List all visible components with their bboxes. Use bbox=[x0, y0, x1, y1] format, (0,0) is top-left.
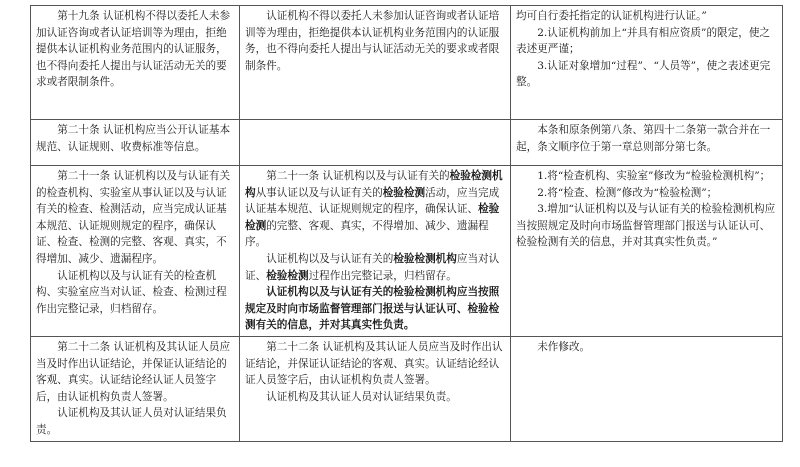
cell-paragraph: 第十九条 认证机构不得以委托人未参加认证咨询或者认证培训等为理由，拒绝提供本认证机构业务范围内的认证服务，也不得向委托人提出与认证活动无关的要求或者限制条件。 bbox=[36, 10, 231, 89]
revised-text-cell bbox=[240, 6, 511, 120]
cell-paragraph: 第二十二条 认证机构及其认证人员应当及时作出认证结论，并保证认证结论的客观、真实。认证结论经认证人员签字后，由认证机构负责人签署。 bbox=[36, 340, 231, 403]
text-run: 的完整、客观、真实，不得增加、减少、遗漏程序。 bbox=[245, 219, 489, 249]
cell-paragraph bbox=[245, 251, 505, 284]
cell-paragraph: 本条和原条例第八条、第四十二条第一款合并在一起，条文顺序位于第一章总则部分第七条。 bbox=[516, 124, 771, 153]
original-text-cell bbox=[31, 120, 240, 166]
explanation-cell bbox=[511, 120, 783, 166]
cell-paragraph: 第二十二条 认证机构及其认证人员应当及时作出认证结论，并保证认证结论的客观、真实。认证结论经认证人员签字后，由认证机构负责人签署。 bbox=[245, 340, 503, 387]
cell-paragraph: 2.认证机构前加上“并具有相应资质”的限定，使之表述更严谨； bbox=[516, 26, 770, 56]
revised-text-cell bbox=[240, 166, 511, 337]
explanation-cell bbox=[511, 336, 783, 441]
text-run: 第二十一条 认证机构以及与认证有关的 bbox=[266, 170, 450, 182]
explanation-cell bbox=[511, 166, 783, 337]
cell-paragraph: 认证机构不得以委托人未参加认证咨询或者认证培训等为理由，拒绝提供本认证机构业务范围内的认证服务，也不得向委托人提出与认证活动无关的要求或者限制条件。 bbox=[245, 10, 500, 72]
text-run: 活动，应当完成认证基本规范、认证规则规定的程序，确保认证、 bbox=[245, 186, 500, 216]
cell-paragraph bbox=[245, 168, 505, 251]
bold-text: 认证机构以及与认证有关的检验检测机构应当按照规定及时向市场监督管理部门报送与认证认可、检验检测有关的信息，并对其真实性负责。 bbox=[245, 286, 500, 332]
original-text-cell bbox=[31, 6, 240, 120]
bold-text: 检验检测 bbox=[382, 186, 426, 199]
cell-paragraph: 未作修改。 bbox=[537, 340, 591, 353]
bold-text: 检验检测 bbox=[266, 269, 309, 282]
table-row bbox=[31, 166, 783, 337]
cell-paragraph: 3.增加“认证机构以及与认证有关的检验检测机构应当按照规定及时向市场监督管理部门报送与认证认可、检验检测有关的信息，并对其真实性负责。” bbox=[516, 203, 776, 249]
text-run: 过程作出完整记录，归档留存。 bbox=[308, 269, 457, 282]
text-run: 认证机构以及与认证有关的 bbox=[266, 252, 394, 265]
bold-text: 检验检测 bbox=[245, 203, 500, 232]
cell-paragraph: 第二十一条 认证机构以及与认证有关的检查机构、实验室从事认证以及与认证有关的检查、检测活动，应当完成认证基本规范、认证规则规定的程序，确保认证、检查、检测的完整、客观、真实，不得增加、减少、遗漏程序。 bbox=[36, 170, 231, 265]
cell-paragraph: 第二十条 认证机构应当公开认证基本规范、认证规则、收费标准等信息。 bbox=[36, 124, 231, 153]
cell-paragraph: 认证机构以及与认证有关的检查机构、实验室应当对认证、检查、检测过程作出完整记录，归档留存。 bbox=[36, 269, 227, 315]
table-row bbox=[31, 120, 783, 166]
text-run: 从事认证以及与认证有关的 bbox=[255, 186, 383, 199]
table-row bbox=[31, 6, 783, 120]
original-text-cell bbox=[31, 166, 240, 337]
cell-paragraph: 认证机构及其认证人员对认证结果负责。 bbox=[266, 390, 457, 403]
bold-text: 检验检测机构 bbox=[393, 252, 457, 265]
text-run: 应当对认证、 bbox=[245, 252, 500, 282]
table-row bbox=[31, 336, 783, 441]
cell-paragraph: 1.将“检查机构、实验室”修改为“检验检测机构”； bbox=[537, 170, 771, 182]
cell-paragraph: 3.认证对象增加“过程”、“人员等”，使之表述更完整。 bbox=[516, 59, 771, 89]
revised-text-cell bbox=[240, 120, 511, 166]
cell-paragraph: 2.将“检查、检测”修改为“检验检测”； bbox=[537, 186, 718, 199]
original-text-cell bbox=[31, 336, 240, 441]
cell-paragraph bbox=[245, 284, 505, 334]
revised-text-cell bbox=[240, 336, 511, 441]
cell-paragraph: 均可自行委托指定的认证机构进行认证。” bbox=[516, 10, 707, 22]
explanation-cell bbox=[511, 6, 783, 120]
bold-text: 检验检测机构 bbox=[245, 170, 503, 199]
cell-paragraph: 认证机构及其认证人员对认证结果负责。 bbox=[36, 407, 227, 436]
comparison-table bbox=[30, 5, 783, 442]
